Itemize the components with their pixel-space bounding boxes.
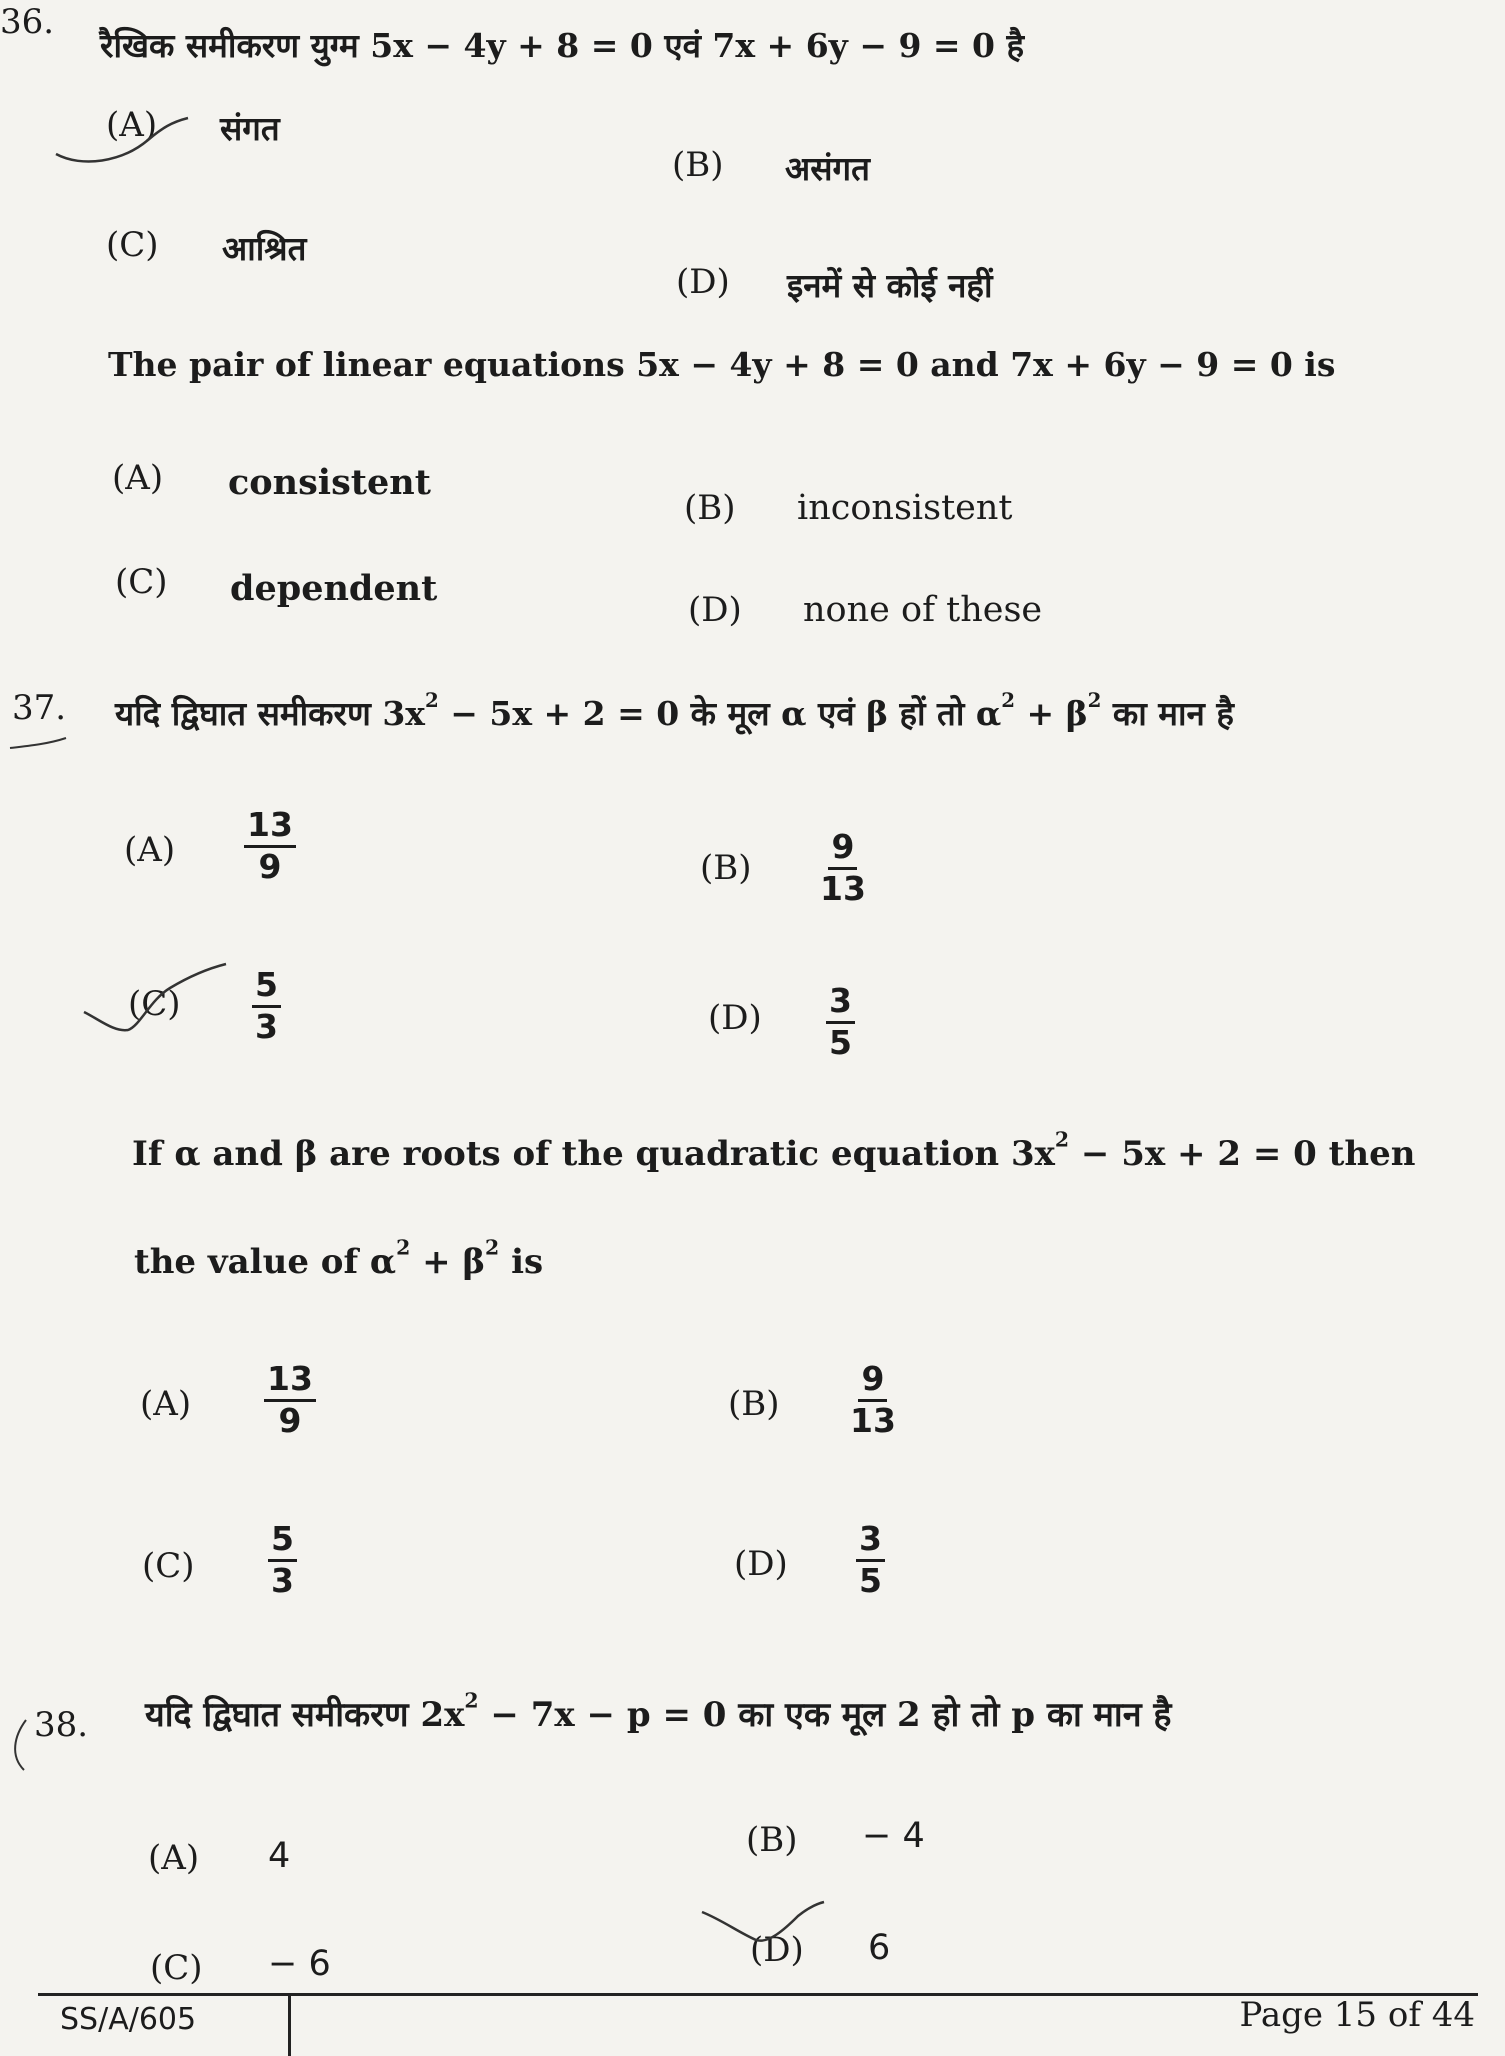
numerator: 5 [252,968,281,1008]
exponent: 2 [1001,688,1016,713]
option-label: (A) [124,830,176,870]
stem-part: यदि द्विघात समीकरण 3x [115,694,425,733]
option-text: − 4 [862,1816,925,1856]
fraction [264,1359,316,1440]
option-label: (B) [672,145,724,185]
handwritten-tick-mark [52,110,192,170]
denominator: 5 [829,1022,852,1062]
numerator: 13 [244,808,296,848]
fraction [826,981,855,1062]
exponent: 2 [464,1688,479,1713]
question-stem-hindi: रैखिक समीकरण युग्म 5x − 4y + 8 = 0 एवं 7x + 6y − 9 = 0 है [100,26,1025,65]
stem-part: is [499,1242,544,1282]
option-label: (B) [728,1384,780,1424]
fraction [252,965,281,1046]
stem-part: यदि द्विघात समीकरण 2x [145,1695,465,1735]
option-text: संगत [220,109,280,148]
numerator: 9 [858,1362,887,1402]
option-label: (C) [115,562,168,602]
option-label: (C) [150,1948,203,1988]
denominator: 9 [278,1400,302,1440]
handwritten-tick-mark [698,1900,828,1970]
stem-part: + β [1015,694,1088,733]
option-text: असंगत [785,149,870,188]
option-label: (D) [688,590,742,630]
exponent: 2 [424,688,439,713]
numerator: 5 [268,1522,297,1562]
option-text: consistent [228,462,431,503]
fraction [820,827,866,908]
denominator: 3 [255,1006,278,1046]
question-number: 37. [12,688,67,728]
question-stem-english-line1 [132,1127,1416,1174]
denominator: 5 [859,1560,882,1600]
option-label: (C) [106,225,159,265]
option-text: none of these [803,590,1043,630]
question-stem-english: The pair of linear equations 5x − 4y + 8 = 0 and 7x + 6y − 9 = 0 is [108,345,1336,384]
stem-part: the value of α [134,1242,397,1282]
fraction [244,805,296,886]
question-number: 38. [34,1705,89,1745]
fraction [850,1359,896,1440]
stem-part: का मान है [1101,694,1234,733]
option-label: (C) [128,984,181,1024]
question-stem-hindi [115,690,1234,735]
stem-part: − 7x − p = 0 का एक मूल 2 हो तो p का मान है [478,1695,1172,1735]
handwritten-tick-mark [6,1716,56,1776]
numerator: 13 [264,1362,316,1402]
fraction [268,1519,297,1600]
denominator: 3 [271,1560,294,1600]
numerator: 3 [856,1522,885,1562]
denominator: 13 [850,1400,896,1440]
question-stem-english-line2 [134,1235,544,1282]
option-label: (D) [708,998,762,1038]
option-label: (B) [700,848,752,888]
option-label: (C) [142,1546,195,1586]
handwritten-tick-mark [8,708,68,758]
stem-part: + β [410,1242,486,1282]
option-label: (D) [676,262,730,302]
option-text: आश्रित [222,229,307,268]
option-label: (A) [112,458,164,498]
option-label: (B) [746,1820,798,1860]
handwritten-tick-mark [80,960,230,1040]
option-text: inconsistent [797,488,1013,528]
exponent: 2 [1087,688,1102,713]
option-label: (D) [734,1544,788,1584]
page-number: Page 15 of 44 [1239,1995,1475,2035]
exponent: 2 [485,1235,500,1260]
question-stem-hindi [145,1690,1171,1736]
paper-code: SS/A/605 [60,2002,197,2037]
stem-part: If α and β are roots of the quadratic equation 3x [132,1134,1055,1174]
option-label: (B) [684,488,736,528]
option-text: 6 [868,1928,891,1968]
option-text: इनमें से कोई नहीं [787,266,993,305]
stem-part: − 5x + 2 = 0 के मूल α एवं β हों तो α [438,694,1002,733]
numerator: 9 [828,830,857,870]
question-number: 36. [0,2,55,42]
option-label: (A) [140,1384,192,1424]
exponent: 2 [396,1235,411,1260]
denominator: 9 [258,846,282,886]
fraction [856,1519,885,1600]
option-text: dependent [230,568,438,609]
stem-part: − 5x + 2 = 0 then [1069,1134,1416,1174]
exponent: 2 [1054,1127,1070,1152]
denominator: 13 [820,868,866,908]
option-label: (A) [106,105,158,145]
option-text: − 6 [268,1944,331,1984]
numerator: 3 [826,984,855,1024]
option-label: (A) [148,1838,200,1878]
option-text: 4 [268,1836,291,1876]
option-label: (D) [750,1930,804,1970]
